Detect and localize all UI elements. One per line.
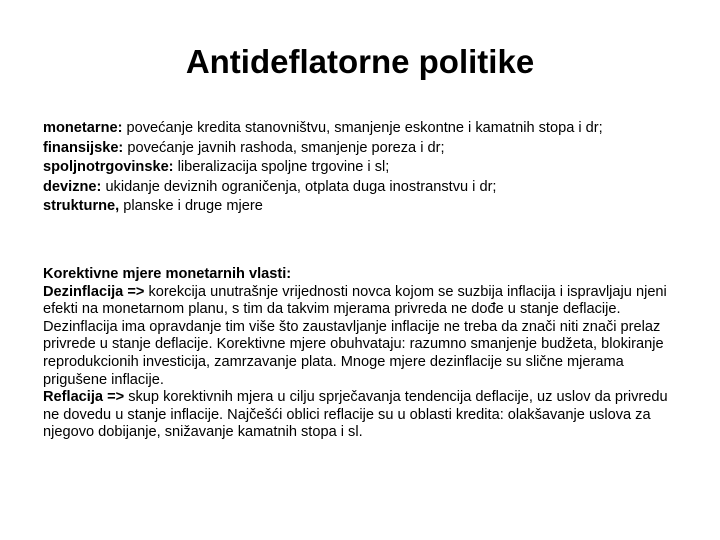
policy-item-monetarne (43, 119, 683, 139)
policy-text: povećanje kredita stanovništvu, smanjenje eskontne i kamatnih stopa i dr; (122, 120, 603, 136)
reflacija-label: Reflacija => (43, 389, 125, 406)
policy-label: strukturne, (43, 198, 120, 214)
dezinflacija-paragraph (43, 284, 683, 390)
policy-label: spoljnotrgovinske: (43, 159, 174, 175)
reflacija-paragraph (43, 389, 683, 442)
reflacija-text: skup korektivnih mjera u cilju sprječavanja tendencija deflacije, uz uslov da privredu ne dovedu u stanje inflacije. Najčešći oblici reflacije su u oblasti kredita: olakšavanje uslova za njegovo dobijanje, snižavanje kamatnih stopa i sl. (43, 389, 668, 441)
policy-list (43, 119, 683, 217)
policy-item-spoljnotrgovinske (43, 158, 683, 178)
corrective-measures (43, 266, 683, 442)
policy-item-strukturne (43, 197, 683, 217)
corrective-heading (43, 266, 683, 284)
corrective-heading-text: Korektivne mjere monetarnih vlasti: (43, 266, 292, 282)
policy-text: liberalizacija spoljne trgovine i sl; (173, 159, 390, 175)
dezinflacija-label: Dezinflacija => (43, 283, 145, 300)
policy-item-devizne (43, 178, 683, 198)
policy-label: finansijske: (43, 139, 124, 156)
policy-text: planske i druge mjere (119, 198, 263, 214)
policy-text: povećanje javnih rashoda, smanjenje poreza i dr; (123, 139, 445, 156)
policy-text: ukidanje deviznih ograničenja, otplata duga inostranstvu i dr; (101, 178, 497, 195)
policy-label: monetarne: (43, 120, 123, 136)
dezinflacija-text: korekcija unutrašnje vrijednosti novca kojom se suzbija inflacija i ispravljaju njeni efekti na monetarnom planu, s tim da takvim mjerama privreda ne dođe u stanje deflacije. Dezinflacija ima opravdanje tim više što zaustavljanje inflacije ne treba da znači niti znači prelaz privrede u stanje deflacije. Korektivne mjere obuhvataju: razumno smanjenje budžeta, blokiranje reprodukcionih investicija, zamrzavanje plata. Mnoge mjere dezinflacije su slične mjerama prigušene inflacije. (43, 283, 667, 388)
policy-label: devizne: (43, 178, 102, 195)
policy-item-finansijske (43, 139, 683, 159)
page-title: Antideflatorne politike (185, 43, 535, 80)
